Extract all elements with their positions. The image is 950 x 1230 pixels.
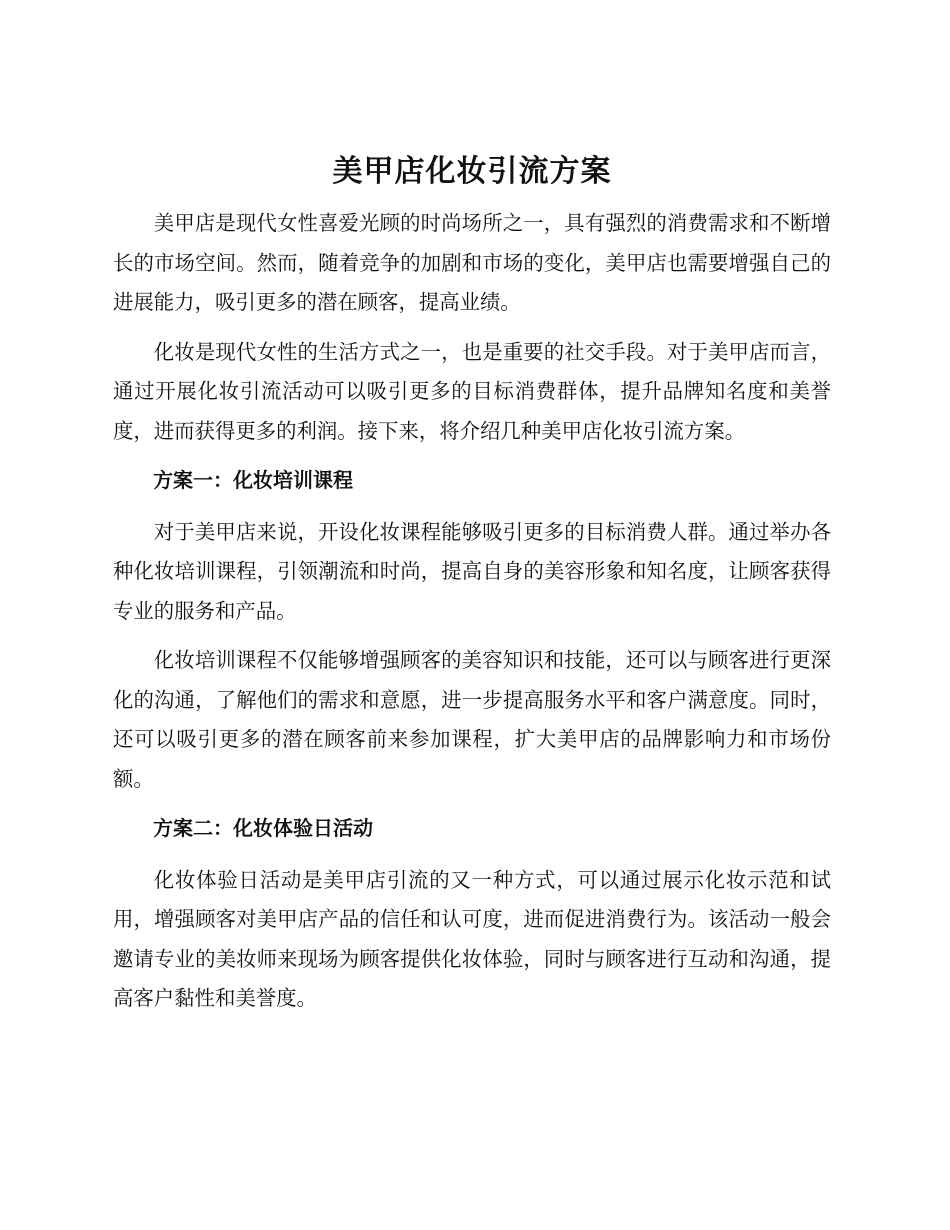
body-paragraph: 化妆体验日活动是美甲店引流的又一种方式，可以通过展示化妆示范和试用，增强顾客对美甲店产品的信任和认可度，进而促进消费行为。该活动一般会邀请专业的美妆师来现场为顾客提供化妆体验，同时与顾客进行互动和沟通，提高客户黏性和美誉度。 [113,867,831,1010]
body-paragraph: 对于美甲店来说，开设化妆课程能够吸引更多的目标消费人群。通过举办各种化妆培训课程，引领潮流和时尚，提高自身的美容形象和知名度，让顾客获得专业的服务和产品。 [113,519,831,623]
section-heading: 方案一：化妆培训课程 [153,468,353,492]
body-paragraph: 化妆培训课程不仅能够增强顾客的美容知识和技能，还可以与顾客进行更深化的沟通，了解他们的需求和意愿，进一步提高服务水平和客户满意度。同时，还可以吸引更多的潜在顾客前来参加课程，扩大美甲店的品牌影响力和市场份额。 [113,648,831,791]
document-page [113,150,831,1029]
section-heading: 方案二：化妆体验日活动 [153,816,373,840]
intro-paragraph: 化妆是现代女性的生活方式之一，也是重要的社交手段。对于美甲店而言，通过开展化妆引流活动可以吸引更多的目标消费群体，提升品牌知名度和美誉度，进而获得更多的利润。接下来，将介绍几种美甲店化妆引流方案。 [113,339,831,443]
document-title: 美甲店化妆引流方案 [332,154,612,189]
intro-paragraph: 美甲店是现代女性喜爱光顾的时尚场所之一，具有强烈的消费需求和不断增长的市场空间。然而，随着竞争的加剧和市场的变化，美甲店也需要增强自己的进展能力，吸引更多的潜在顾客，提高业绩。 [113,211,831,314]
